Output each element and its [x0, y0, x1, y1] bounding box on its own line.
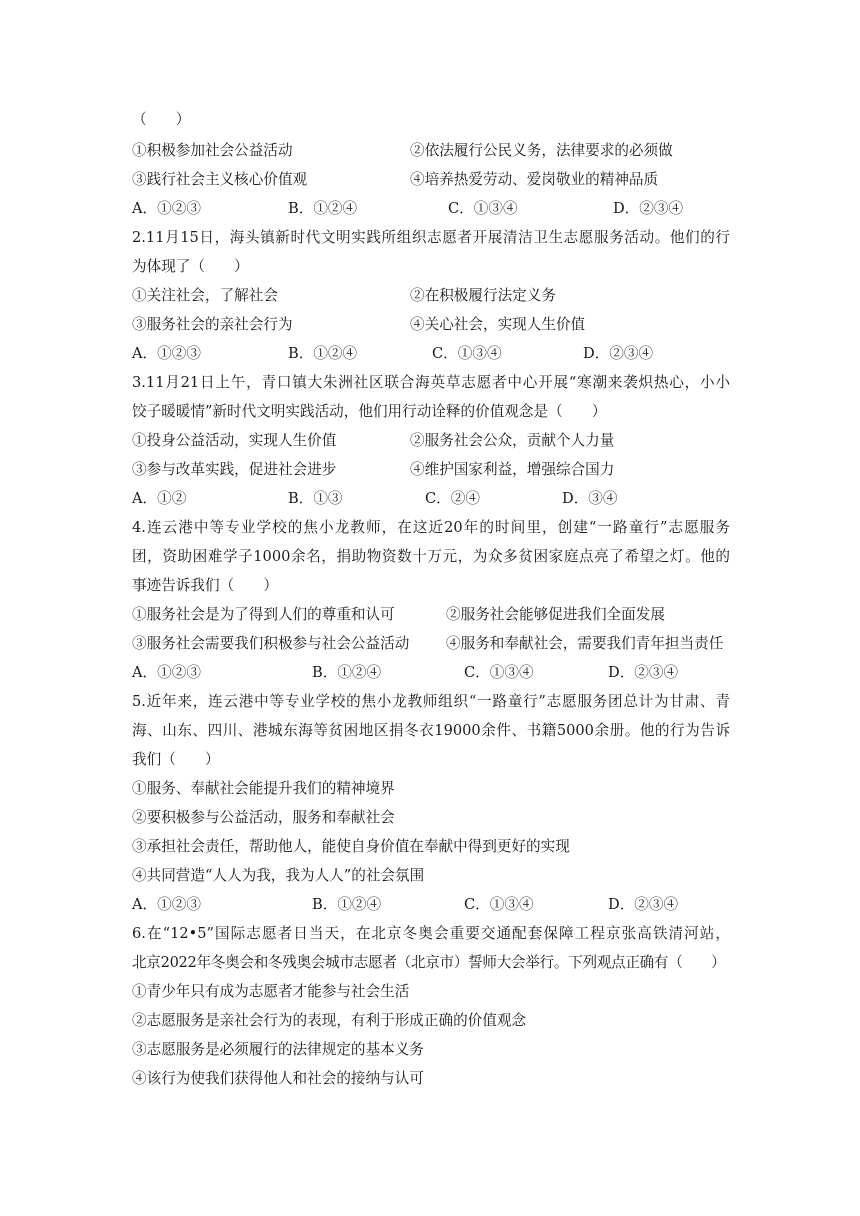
q2-option-a: A．①②③	[132, 345, 201, 362]
q5-option-b: B．①②④	[312, 896, 382, 913]
q4-option-a: A．①②③	[132, 664, 201, 681]
q1-statement-3: ③践行社会主义核心价值观	[132, 171, 308, 188]
q2-statement-3: ③服务社会的亲社会行为	[132, 316, 293, 333]
q1-statement-1: ①积极参加社会公益活动	[132, 142, 293, 159]
q3-statement-4: ④维护国家利益，增强综合国力	[410, 461, 615, 478]
q1-option-d: D．②③④	[613, 200, 684, 217]
q2-statement-2: ②在积极履行法定义务	[410, 287, 556, 304]
q2-option-d: D．②③④	[583, 345, 654, 362]
q4-statement-2: ②服务社会能够促进我们全面发展	[446, 606, 665, 623]
q4-stem-line-1: 4.连云港中等专业学校的焦小龙教师，在这近20年的时间里，创建“一路童行”志愿服务	[132, 519, 730, 536]
q3-option-a: A．①②	[132, 490, 187, 507]
q2-statement-4: ④关心社会，实现人生价值	[410, 316, 586, 333]
q5-statement-4: ④共同营造“人人为我，我为人人”的社会氛围	[132, 867, 425, 884]
q1-answer-blank: （ ）	[132, 111, 191, 128]
q6-stem-line-1: 6.在“12•5”国际志愿者日当天，在北京冬奥会重要交通配套保障工程京张高铁清河站，	[132, 925, 730, 942]
q4-statement-1: ①服务社会是为了得到人们的尊重和认可	[132, 606, 395, 623]
q5-stem-line-2: 海、山东、四川、港城东海等贫困地区捐冬衣19000余件、书籍5000余册。他的行为告诉	[132, 722, 730, 739]
q1-option-c: C．①③④	[448, 200, 518, 217]
q1-statement-2: ②依法履行公民义务，法律要求的必须做	[410, 142, 673, 159]
q6-statement-3: ③志愿服务是必须履行的法律规定的基本义务	[132, 1041, 424, 1058]
q4-option-b: B．①②④	[312, 664, 382, 681]
q1-option-a: A．①②③	[132, 200, 201, 217]
q3-statement-2: ②服务社会公众，贡献个人力量	[410, 432, 615, 449]
q4-statement-3: ③服务社会需要我们积极参与社会公益活动	[132, 635, 410, 652]
q5-statement-3: ③承担社会责任，帮助他人，能使自身价值在奉献中得到更好的实现	[132, 838, 570, 855]
q5-statement-1: ①服务、奉献社会能提升我们的精神境界	[132, 780, 395, 797]
q2-stem-line-1: 2.11月15日，海头镇新时代文明实践所组织志愿者开展清洁卫生志愿服务活动。他们的行	[132, 229, 730, 246]
q5-statement-2: ②要积极参与公益活动，服务和奉献社会	[132, 809, 395, 826]
q4-statement-4: ④服务和奉献社会，需要我们青年担当责任	[446, 635, 724, 652]
q3-option-d: D．③④	[562, 490, 618, 507]
q3-stem-line-1: 3.11月21日上午，青口镇大朱洲社区联合海英草志愿者中心开展“寒潮来袭炽热心，小小	[132, 374, 730, 391]
q6-statement-1: ①青少年只有成为志愿者才能参与社会生活	[132, 983, 410, 1000]
q5-option-c: C．①③④	[464, 896, 534, 913]
q3-stem-line-2: 饺子暖暖情”新时代文明实践活动，他们用行动诠释的价值观念是（ ）	[132, 403, 607, 420]
q5-stem-line-3: 我们（ ）	[132, 751, 220, 768]
q3-statement-3: ③参与改革实践，促进社会进步	[132, 461, 337, 478]
q4-option-c: C．①③④	[464, 664, 534, 681]
q1-statement-4: ④培养热爱劳动、爱岗敬业的精神品质	[410, 171, 659, 188]
q4-stem-line-2: 团，资助困难学子1000余名，捐助物资数十万元，为众多贫困家庭点亮了希望之灯。他的	[132, 548, 730, 565]
q2-statement-1: ①关注社会，了解社会	[132, 287, 278, 304]
q2-stem-line-2: 为体现了（ ）	[132, 258, 249, 275]
q6-statement-4: ④该行为使我们获得他人和社会的接纳与认可	[132, 1070, 424, 1087]
q3-option-c: C．②④	[425, 490, 480, 507]
q1-option-b: B．①②④	[288, 200, 358, 217]
q5-option-d: D．②③④	[608, 896, 679, 913]
q5-stem-line-1: 5.近年来，连云港中等专业学校的焦小龙教师组织“一路童行”志愿服务团总计为甘肃、青	[132, 693, 730, 710]
q6-stem-line-2: 北京2022年冬奥会和冬残奥会城市志愿者（北京市）誓师大会举行。下列观点正确有（ ）	[132, 954, 726, 971]
q3-statement-1: ①投身公益活动，实现人生价值	[132, 432, 337, 449]
q4-stem-line-3: 事迹告诉我们（ ）	[132, 577, 278, 594]
q2-option-c: C．①③④	[432, 345, 502, 362]
q2-option-b: B．①②④	[288, 345, 358, 362]
q3-option-b: B．①③	[288, 490, 343, 507]
q5-option-a: A．①②③	[132, 896, 201, 913]
q6-statement-2: ②志愿服务是亲社会行为的表现，有利于形成正确的价值观念	[132, 1012, 527, 1029]
q4-option-d: D．②③④	[608, 664, 679, 681]
